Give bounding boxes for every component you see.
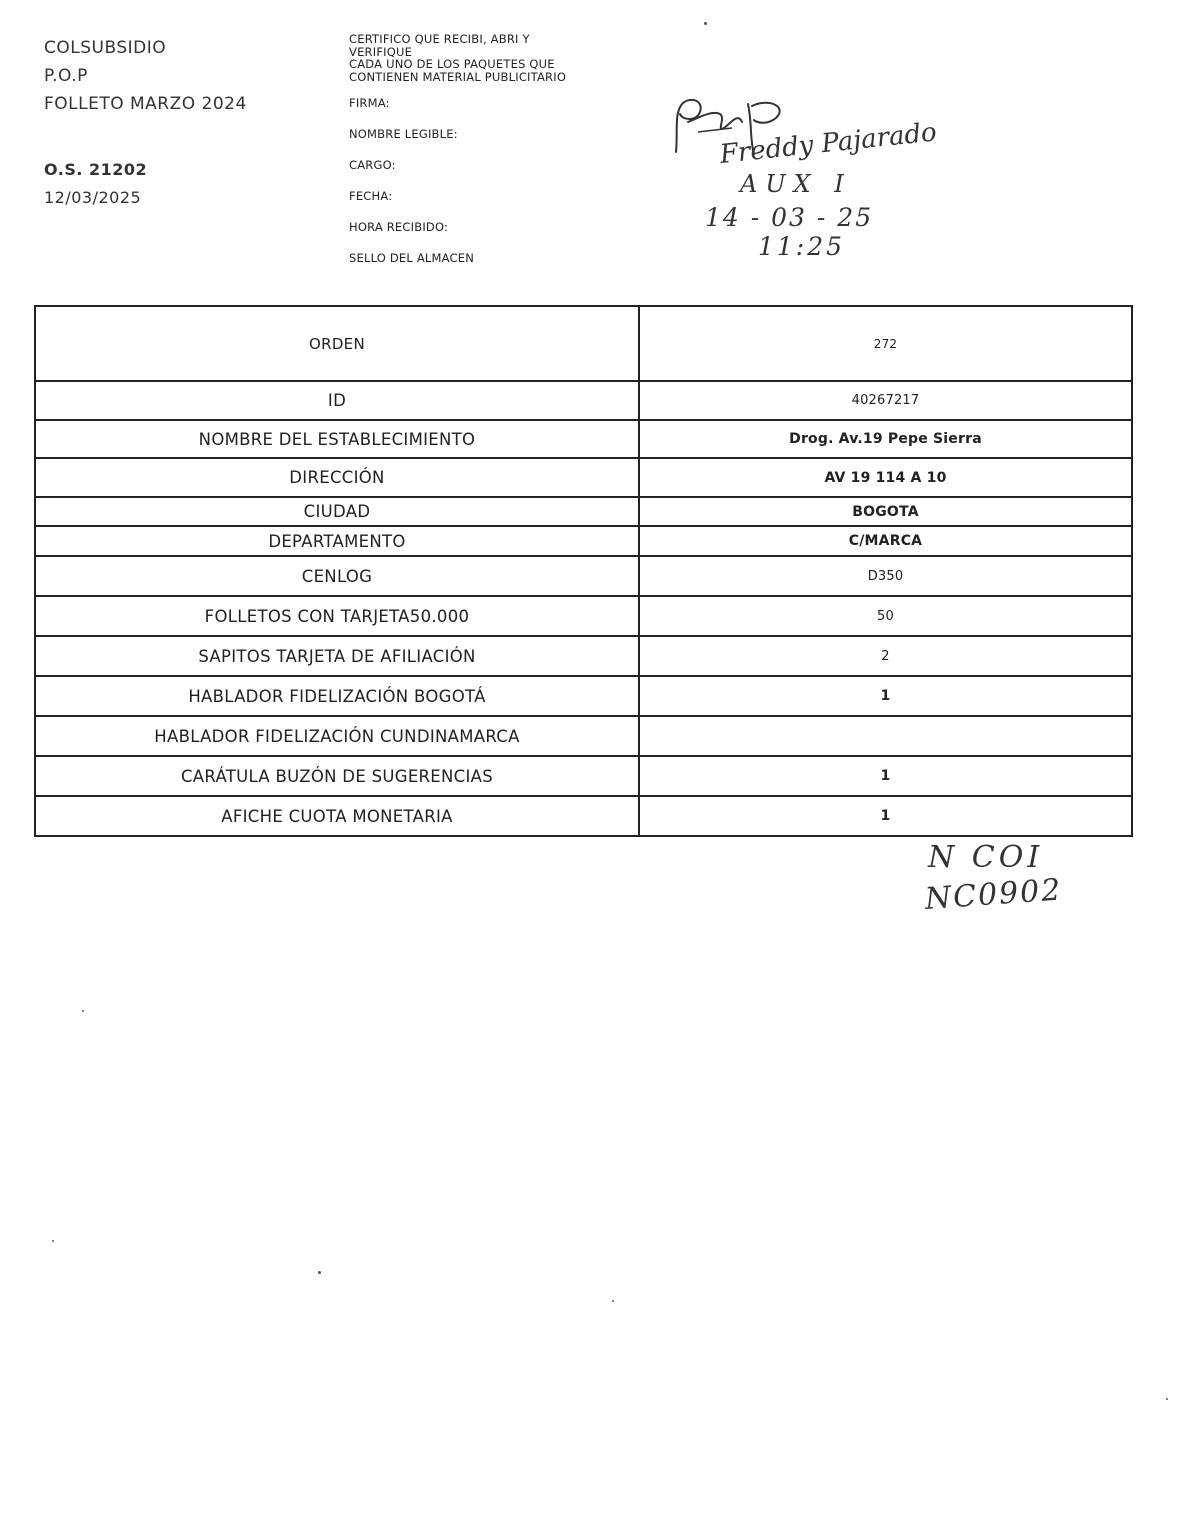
scan-artifact <box>612 1300 614 1302</box>
warehouse-stamp-field-label: SELLO DEL ALMACEN <box>349 251 475 265</box>
table-row <box>35 458 1132 497</box>
row-value: Drog. Av.19 Pepe Sierra <box>639 420 1132 458</box>
row-value <box>639 716 1132 756</box>
table-row <box>35 796 1132 836</box>
handwritten-time: 11:25 <box>758 232 846 261</box>
certification-block <box>349 33 629 265</box>
scan-artifact <box>1166 1398 1168 1400</box>
row-label: CIUDAD <box>35 497 639 526</box>
certification-statement-line: CADA UNO DE LOS PAQUETES QUE <box>349 57 555 71</box>
row-label: DEPARTAMENTO <box>35 526 639 556</box>
table-row <box>35 306 1132 381</box>
row-label: AFICHE CUOTA MONETARIA <box>35 796 639 836</box>
handwritten-note: NC0902 <box>923 872 1064 917</box>
document-date: 12/03/2025 <box>44 188 142 207</box>
row-label: ID <box>35 381 639 420</box>
row-label: SAPITOS TARJETA DE AFILIACIÓN <box>35 636 639 676</box>
certification-statement-line: VERIFIQUE <box>349 44 413 59</box>
company-name: COLSUBSIDIO <box>44 38 167 58</box>
table-row <box>35 526 1132 556</box>
table-row <box>35 381 1132 420</box>
row-value: BOGOTA <box>639 497 1132 526</box>
time-received-field-label: HORA RECIBIDO: <box>349 220 449 234</box>
certification-statement-line: CONTIENEN MATERIAL PUBLICITARIO <box>349 69 567 84</box>
handwritten-note: N COI <box>928 840 1044 875</box>
table-row <box>35 497 1132 526</box>
row-value: 2 <box>639 636 1132 676</box>
table-row <box>35 420 1132 458</box>
row-label: NOMBRE DEL ESTABLECIMIENTO <box>35 420 639 458</box>
row-label: HABLADOR FIDELIZACIÓN CUNDINAMARCA <box>35 716 639 756</box>
scan-artifact <box>52 1240 54 1242</box>
scan-artifact <box>704 22 707 25</box>
document-header <box>44 34 247 212</box>
row-value: 50 <box>639 596 1132 636</box>
table-row <box>35 636 1132 676</box>
row-label: ORDEN <box>35 306 639 381</box>
row-value: 1 <box>639 796 1132 836</box>
row-label: FOLLETOS CON TARJETA50.000 <box>35 596 639 636</box>
position-field-label: CARGO: <box>349 158 396 172</box>
table-row <box>35 676 1132 716</box>
row-value: AV 19 114 A 10 <box>639 458 1132 497</box>
table-row <box>35 596 1132 636</box>
table-row <box>35 756 1132 796</box>
scan-artifact <box>82 1010 84 1012</box>
legible-name-field-label: NOMBRE LEGIBLE: <box>349 127 458 141</box>
row-label: CENLOG <box>35 556 639 596</box>
table-row <box>35 716 1132 756</box>
handwritten-role: AUX I <box>740 170 852 198</box>
handwritten-name: Freddy Pajarado <box>718 117 939 170</box>
row-value: 1 <box>639 676 1132 716</box>
table-row <box>35 556 1132 596</box>
order-details-table <box>34 305 1133 837</box>
service-order-number: O.S. 21202 <box>44 160 148 179</box>
row-label: CARÁTULA BUZÓN DE SUGERENCIAS <box>35 756 639 796</box>
row-value: C/MARCA <box>639 526 1132 556</box>
row-value: 40267217 <box>639 381 1132 420</box>
handwritten-date: 14 - 03 - 25 <box>705 203 874 232</box>
row-label: DIRECCIÓN <box>35 458 639 497</box>
row-value: 1 <box>639 756 1132 796</box>
row-value: D350 <box>639 556 1132 596</box>
scan-artifact <box>318 1271 321 1274</box>
row-value: 272 <box>639 306 1132 381</box>
certification-statement-line: CERTIFICO QUE RECIBI, ABRI Y <box>349 32 530 46</box>
signature-field-label: FIRMA: <box>349 96 390 110</box>
table-body <box>35 306 1132 836</box>
document-subtitle: P.O.P <box>44 66 88 86</box>
campaign-title: FOLLETO MARZO 2024 <box>44 94 247 114</box>
date-field-label: FECHA: <box>349 189 393 203</box>
row-label: HABLADOR FIDELIZACIÓN BOGOTÁ <box>35 676 639 716</box>
